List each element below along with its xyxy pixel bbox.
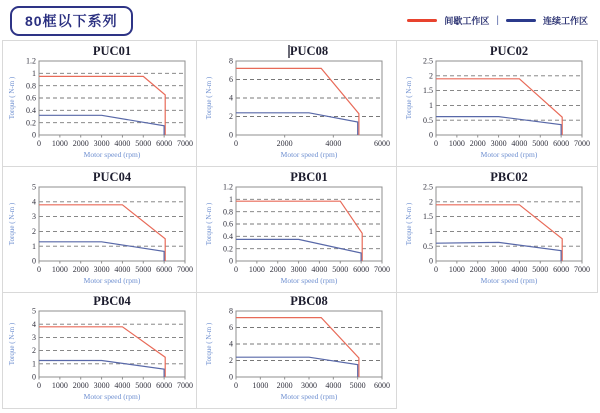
svg-text:1000: 1000 [248,265,265,274]
svg-text:0: 0 [228,372,233,382]
svg-text:3000: 3000 [490,265,507,274]
svg-text:0.6: 0.6 [25,93,36,103]
svg-text:5000: 5000 [532,139,549,148]
svg-text:Motor speed (rpm): Motor speed (rpm) [83,392,140,401]
svg-text:4000: 4000 [113,139,130,148]
series-title-badge: 80框以下系列 [10,6,133,36]
svg-text:PUC08: PUC08 [289,44,328,58]
svg-text:4000: 4000 [310,265,327,274]
svg-text:Torque ( N-m ): Torque ( N-m ) [7,202,16,246]
torque-speed-chart-pbc01 [202,167,392,291]
svg-text:2000: 2000 [72,139,89,148]
svg-text:PBC04: PBC04 [92,294,131,308]
svg-text:0.8: 0.8 [25,81,36,91]
svg-text:4000: 4000 [113,265,130,274]
svg-text:0: 0 [429,256,433,266]
svg-text:6000: 6000 [373,139,390,148]
svg-text:0: 0 [31,256,36,266]
svg-text:0: 0 [36,265,41,274]
chart-cell [2,167,197,293]
svg-text:1: 1 [429,101,433,110]
svg-text:Motor speed (rpm): Motor speed (rpm) [280,150,337,159]
svg-text:5000: 5000 [532,265,549,274]
svg-text:1000: 1000 [448,265,465,274]
svg-text:1.5: 1.5 [423,212,433,222]
svg-text:Torque ( N-m ): Torque ( N-m ) [204,76,213,120]
svg-text:Motor speed (rpm): Motor speed (rpm) [480,150,538,159]
svg-text:1: 1 [228,194,233,204]
svg-text:3000: 3000 [490,139,507,148]
svg-text:5000: 5000 [134,381,151,390]
svg-text:7000: 7000 [574,265,590,274]
svg-text:7000: 7000 [176,139,193,148]
svg-text:2000: 2000 [276,139,293,148]
svg-text:6000: 6000 [352,265,369,274]
chart-cell [197,293,397,409]
svg-text:5000: 5000 [134,265,151,274]
svg-text:Motor speed (rpm): Motor speed (rpm) [83,276,140,285]
svg-text:Torque ( N-m ): Torque ( N-m ) [7,76,16,120]
svg-text:Torque ( N-m ): Torque ( N-m ) [405,202,413,246]
svg-text:3000: 3000 [93,265,110,274]
torque-speed-chart-puc08 [202,41,392,165]
svg-text:5: 5 [31,306,36,316]
svg-text:0.6: 0.6 [222,219,233,229]
chart-grid [2,40,598,409]
chart-cell [197,41,397,167]
svg-text:4: 4 [228,93,233,103]
svg-text:1000: 1000 [51,139,68,148]
header [0,0,600,40]
svg-text:PUC04: PUC04 [92,170,131,184]
svg-text:6000: 6000 [553,265,570,274]
svg-text:1000: 1000 [251,381,268,390]
svg-text:Torque ( N-m ): Torque ( N-m ) [204,202,213,246]
svg-text:2: 2 [228,112,233,122]
svg-text:1: 1 [31,68,36,78]
svg-text:0.4: 0.4 [222,231,233,241]
svg-text:4000: 4000 [113,381,130,390]
svg-text:0: 0 [233,139,238,148]
svg-text:2000: 2000 [469,265,486,274]
svg-text:2.5: 2.5 [423,56,433,66]
svg-text:4: 4 [31,197,36,207]
svg-text:6: 6 [228,323,233,333]
svg-text:4000: 4000 [511,139,528,148]
intermittent-zone-label: 间歇工作区 [444,15,490,26]
legend-separator: | [496,14,499,26]
svg-text:0.8: 0.8 [222,207,233,217]
svg-text:0: 0 [228,130,233,140]
torque-speed-chart-puc04 [5,167,195,291]
chart-cell [2,41,197,167]
svg-text:0.4: 0.4 [25,105,36,115]
chart-cell [397,41,598,167]
svg-text:1.2: 1.2 [25,56,36,66]
svg-text:0: 0 [31,372,36,382]
svg-text:PBC02: PBC02 [490,170,528,184]
svg-text:0: 0 [233,265,238,274]
svg-text:3: 3 [31,333,36,342]
svg-text:0.2: 0.2 [25,118,36,128]
svg-text:4000: 4000 [324,381,341,390]
svg-text:0: 0 [31,130,36,140]
svg-text:1000: 1000 [51,381,68,390]
svg-text:6000: 6000 [155,381,172,390]
torque-speed-chart-pbc08 [202,293,392,405]
svg-text:Motor speed (rpm): Motor speed (rpm) [280,392,337,401]
svg-text:5000: 5000 [331,265,348,274]
svg-text:Motor speed (rpm): Motor speed (rpm) [280,276,337,285]
svg-text:2000: 2000 [72,265,89,274]
chart-cell [397,167,598,293]
svg-text:4: 4 [31,319,36,329]
svg-text:PUC02: PUC02 [489,44,529,58]
svg-text:1: 1 [31,359,36,369]
svg-text:3000: 3000 [290,265,307,274]
svg-text:6: 6 [228,75,233,85]
svg-text:Torque ( N-m ): Torque ( N-m ) [405,76,413,120]
svg-text:0.5: 0.5 [423,115,433,125]
svg-text:0.5: 0.5 [423,241,433,251]
svg-text:1: 1 [429,227,433,236]
svg-text:7000: 7000 [176,381,193,390]
svg-text:2000: 2000 [269,265,286,274]
svg-text:PUC01: PUC01 [92,44,131,58]
svg-text:1000: 1000 [51,265,68,274]
svg-text:Motor speed (rpm): Motor speed (rpm) [83,150,140,159]
svg-text:PBC08: PBC08 [289,294,328,308]
svg-text:0: 0 [233,381,238,390]
svg-text:6000: 6000 [155,139,172,148]
torque-speed-chart-puc02 [402,41,592,165]
svg-text:4: 4 [228,339,233,349]
svg-text:0: 0 [36,381,41,390]
svg-text:3: 3 [31,212,36,222]
svg-text:1.5: 1.5 [423,86,433,96]
svg-text:1: 1 [31,241,36,251]
svg-text:4000: 4000 [324,139,341,148]
svg-text:5: 5 [31,182,36,192]
continuous-zone-swatch [506,19,536,22]
svg-text:7000: 7000 [373,265,390,274]
svg-text:2000: 2000 [276,381,293,390]
svg-text:5000: 5000 [134,139,151,148]
svg-text:3000: 3000 [300,381,317,390]
svg-text:2: 2 [429,71,433,81]
svg-text:2: 2 [31,346,36,356]
svg-text:3000: 3000 [93,381,110,390]
svg-text:4000: 4000 [511,265,528,274]
svg-text:7000: 7000 [176,265,193,274]
svg-text:2: 2 [228,356,233,366]
svg-text:0: 0 [429,130,433,140]
svg-text:2.5: 2.5 [423,182,433,192]
svg-text:Torque ( N-m ): Torque ( N-m ) [7,322,16,366]
svg-text:3000: 3000 [93,139,110,148]
svg-text:0: 0 [434,265,438,274]
svg-text:8: 8 [228,306,233,316]
chart-cell [2,293,197,409]
svg-text:0: 0 [434,139,438,148]
svg-text:6000: 6000 [553,139,570,148]
svg-text:8: 8 [228,56,233,66]
svg-text:0: 0 [228,256,233,266]
svg-text:2: 2 [31,227,36,236]
legend [407,14,590,27]
torque-speed-chart-pbc04 [5,293,195,405]
svg-text:PBC01: PBC01 [289,170,328,184]
svg-text:7000: 7000 [574,139,590,148]
empty-cell [397,293,598,409]
svg-text:6000: 6000 [155,265,172,274]
svg-text:2000: 2000 [72,381,89,390]
svg-text:1.2: 1.2 [222,182,233,192]
torque-speed-chart-puc01 [5,41,195,165]
torque-speed-chart-pbc02 [402,167,592,291]
intermittent-zone-swatch [407,19,437,22]
svg-text:1000: 1000 [448,139,465,148]
chart-cell [197,167,397,293]
svg-text:0.2: 0.2 [222,244,233,254]
svg-text:5000: 5000 [349,381,366,390]
svg-text:Torque ( N-m ): Torque ( N-m ) [204,322,213,366]
svg-text:0: 0 [36,139,41,148]
svg-text:Motor speed (rpm): Motor speed (rpm) [480,276,538,285]
continuous-zone-label: 连续工作区 [542,15,588,26]
svg-text:2: 2 [429,197,433,207]
svg-text:2000: 2000 [469,139,486,148]
svg-text:6000: 6000 [373,381,390,390]
